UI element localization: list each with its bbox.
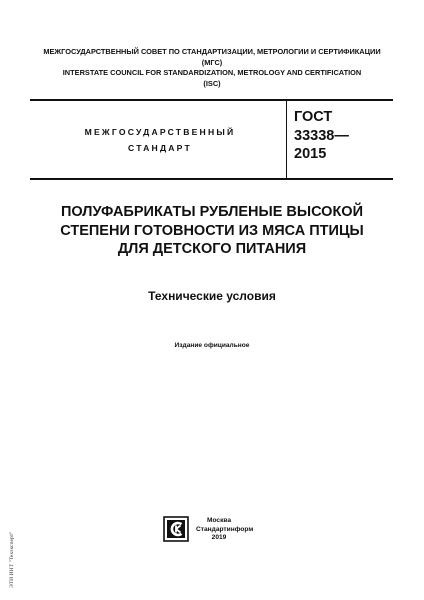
title-line1: ПОЛУФАБРИКАТЫ РУБЛЕНЫЕ ВЫСОКОЙ bbox=[60, 204, 364, 220]
standard-type-line2: СТАНДАРТ bbox=[128, 143, 192, 153]
gost-number: 33338— bbox=[294, 127, 349, 144]
bottom-divider bbox=[30, 178, 393, 180]
edition-label: Издание официальное bbox=[174, 342, 250, 349]
publisher-city: Москва bbox=[206, 517, 232, 524]
gost-year: 2015 bbox=[294, 146, 327, 162]
vertical-divider bbox=[286, 100, 287, 178]
standard-type bbox=[55, 124, 265, 156]
title-line3: ДЛЯ ДЕТСКОГО ПИТАНИЯ bbox=[117, 241, 307, 257]
watermark: ЭТИ ИНТ "Техэксперт" bbox=[9, 531, 15, 588]
council-header bbox=[0, 47, 424, 89]
publisher-block bbox=[196, 517, 254, 543]
document-subtitle: Технические условия bbox=[148, 289, 276, 303]
document-title bbox=[0, 203, 424, 259]
council-ru-line2: (МГС) bbox=[201, 57, 223, 67]
top-divider bbox=[30, 99, 393, 101]
standartinform-logo-icon bbox=[163, 516, 189, 542]
gost-designation bbox=[294, 108, 349, 164]
publisher-year: 2019 bbox=[211, 534, 227, 542]
standard-type-line1: МЕЖГОСУДАРСТВЕННЫЙ bbox=[84, 127, 236, 137]
publisher-name: Стандартинформ bbox=[196, 525, 254, 533]
council-en-line1: INTERSTATE COUNCIL FOR STANDARDIZATION, METROLOGY AND CERTIFICATION bbox=[62, 68, 362, 77]
council-ru-line1: МЕЖГОСУДАРСТВЕННЫЙ СОВЕТ ПО СТАНДАРТИЗАЦИИ, МЕТРОЛОГИИ И СЕРТИФИКАЦИИ bbox=[43, 47, 381, 56]
gost-label: ГОСТ bbox=[294, 109, 333, 125]
council-en-line2: (ISC) bbox=[203, 78, 221, 88]
title-line2: СТЕПЕНИ ГОТОВНОСТИ ИЗ МЯСА ПТИЦЫ bbox=[60, 222, 364, 239]
